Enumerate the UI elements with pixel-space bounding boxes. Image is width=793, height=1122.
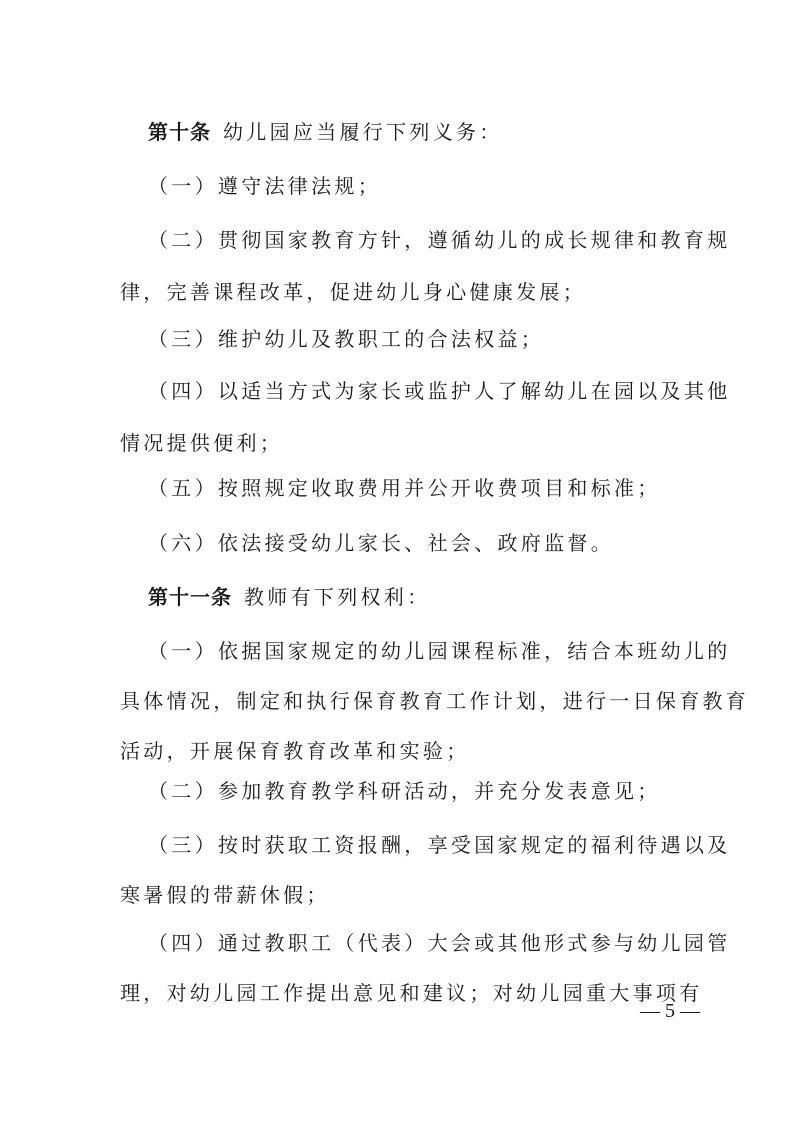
article-11-item-2 [120,776,690,806]
article-10-label: 第十条 [148,120,211,144]
text-line: 情况提供便利； [120,431,284,455]
page-number-dash-left: — [640,1000,660,1022]
article-11-item-1 [120,636,750,766]
text-line: （五）按照规定收取费用并公开收费项目和标准； [148,476,661,500]
article-10-item-2 [120,225,731,307]
article-11-item-3 [120,830,731,910]
article-11-item-4 [120,928,731,1008]
text-line: （三）维护幼儿及教职工的合法权益； [148,327,545,351]
page-number-value: 5 [665,1000,675,1022]
text-line: （六）依法接受幼儿家长、社会、政府监督。 [148,531,614,555]
text-line: （四）通过教职工（代表）大会或其他形式参与幼儿园管 [148,931,731,955]
page-number-dash-right: — [680,1000,700,1022]
article-10-item-6 [120,528,690,558]
article-10-heading [120,117,690,147]
text-line: 寒暑假的带薪休假； [120,883,330,907]
text-line: （一）依据国家规定的幼儿园课程标准，结合本班幼儿的 [148,639,731,663]
text-line: 律，完善课程改革，促进幼儿身心健康发展； [120,280,586,304]
article-10-item-5 [120,473,690,503]
article-11-label: 第十一条 [148,585,232,609]
text-line: （三）按时获取工资报酬，享受国家规定的福利待遇以及 [148,833,731,857]
article-11-text: 教师有下列权利： [244,585,431,609]
text-line: 活动，开展保育教育改革和实验； [120,739,470,763]
text-line: （二）贯彻国家教育方针，遵循幼儿的成长规律和教育规 [148,228,731,252]
article-10-item-1 [120,171,690,201]
text-line: （二）参加教育教学科研活动，并充分发表意见； [148,779,661,803]
text-line: 具体情况，制定和执行保育教育工作计划，进行一日保育教育 [120,689,750,713]
page-number [640,1000,700,1023]
article-10-text: 幼儿园应当履行下列义务： [223,120,503,144]
text-line: （一）遵守法律法规； [148,174,381,198]
article-11-heading [120,582,690,612]
text-line: 理，对幼儿园工作提出意见和建议；对幼儿园重大事项有 [120,981,703,1005]
text-line: （四）以适当方式为家长或监护人了解幼儿在园以及其他 [148,379,731,403]
article-10-item-4 [120,376,731,458]
article-10-item-3 [120,324,690,354]
